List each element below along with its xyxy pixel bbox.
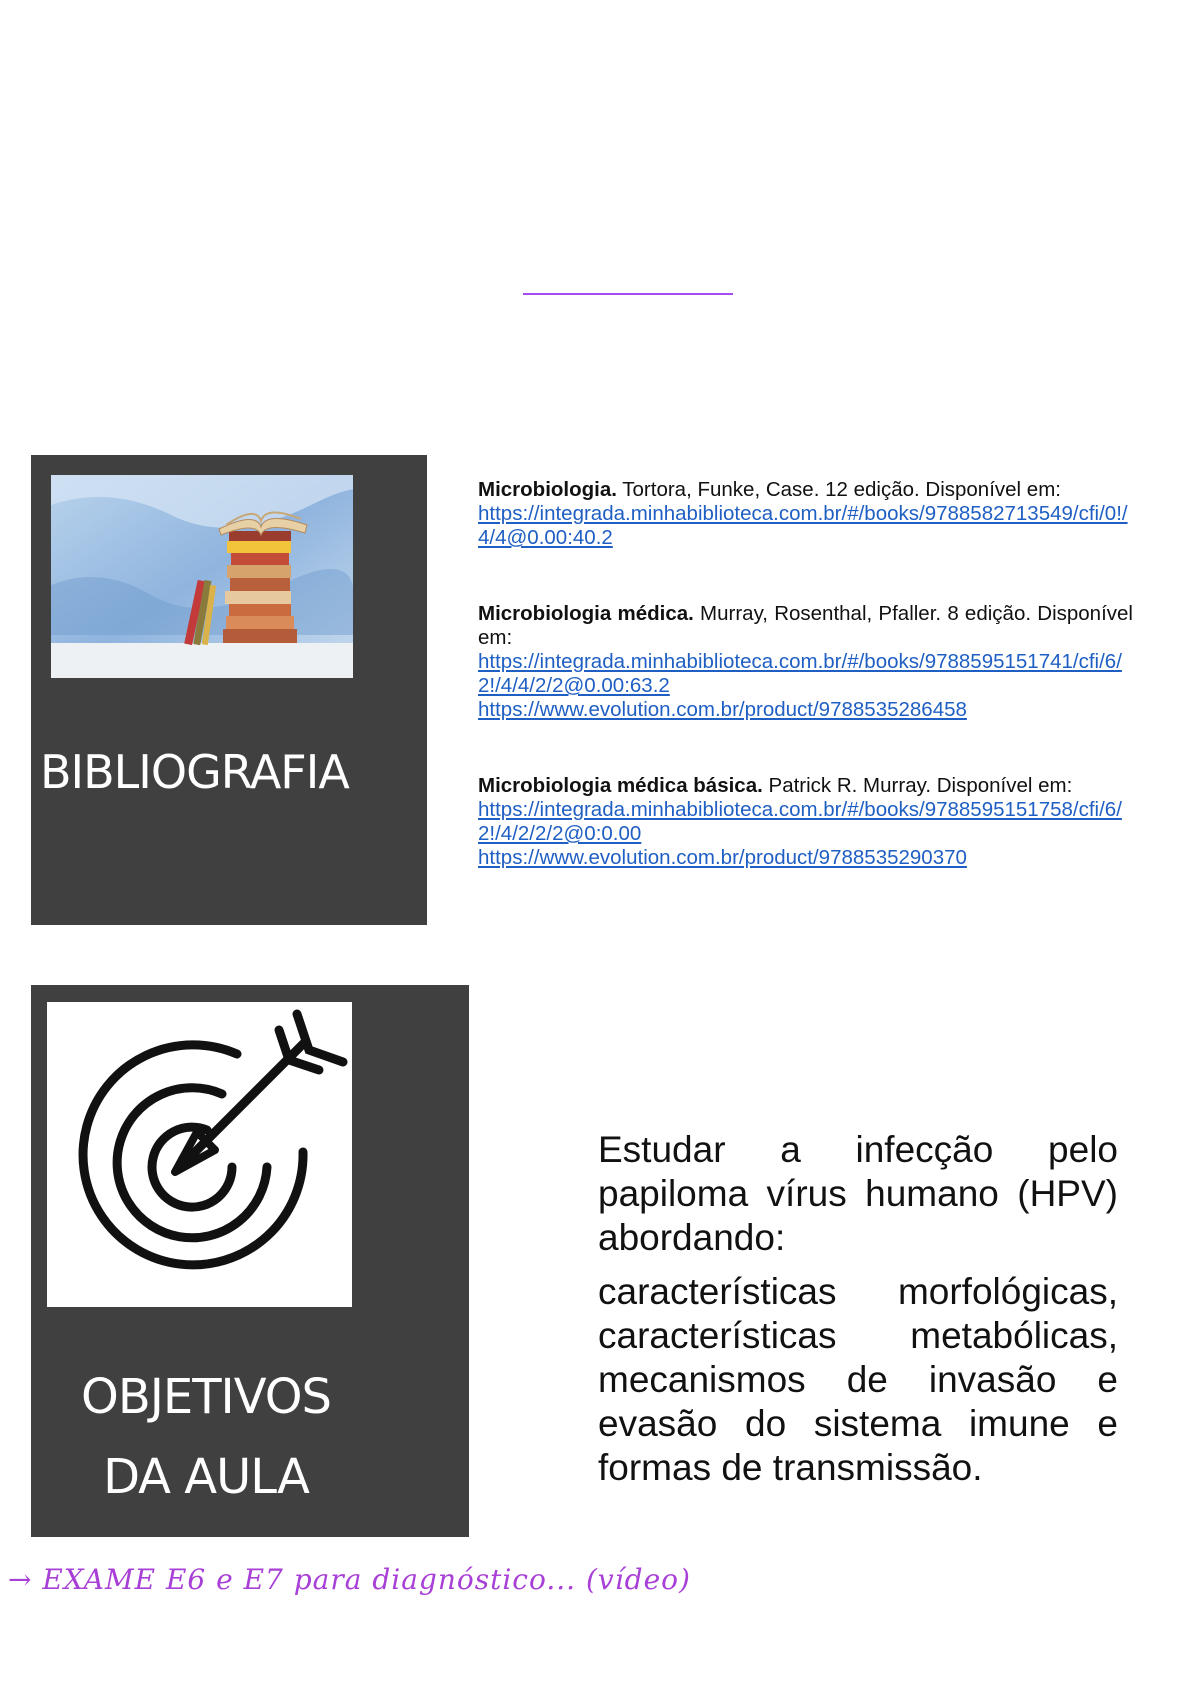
reference-item bbox=[478, 774, 1133, 870]
reference-item bbox=[478, 478, 1133, 550]
reference-details: Murray, Rosenthal, Pfaller. 8 edição. Disponível em: bbox=[478, 602, 1133, 649]
target-arrow-icon bbox=[47, 1002, 352, 1307]
reference-link[interactable]: https://integrada.minhabiblioteca.com.br/#/books/9788595151741/cfi/6/2!/4/4/2/2@0.00:63.2 bbox=[478, 650, 1122, 697]
bibliography-title: BIBLIOGRAFIA bbox=[40, 745, 349, 799]
reference-title: Microbiologia médica. bbox=[478, 602, 694, 625]
objectives-text bbox=[598, 1128, 1118, 1500]
reference-title: Microbiologia médica básica. bbox=[478, 774, 763, 797]
books-photo bbox=[51, 475, 353, 678]
reference-details: Tortora, Funke, Case. 12 edição. Disponível em: bbox=[622, 478, 1061, 501]
objectives-paragraph: características morfológicas, características metabólicas, mecanismos de invasão e evasão do sistema imune e formas de transmissão. bbox=[598, 1271, 1118, 1488]
handwritten-note: → EXAME E6 e E7 para diagnóstico... (vídeo) bbox=[8, 1563, 691, 1596]
objectives-paragraph: Estudar a infecção pelo papiloma vírus humano (HPV) abordando: bbox=[598, 1129, 1118, 1258]
reference-item bbox=[478, 602, 1133, 722]
references-list bbox=[478, 478, 1133, 922]
objectives-panel bbox=[31, 985, 469, 1537]
reference-details: Patrick R. Murray. Disponível em: bbox=[768, 774, 1073, 797]
reference-link[interactable]: https://www.evolution.com.br/product/9788535286458 bbox=[478, 698, 967, 721]
reference-link[interactable]: https://www.evolution.com.br/product/9788535290370 bbox=[478, 846, 967, 869]
objectives-title: OBJETIVOS DA AULA bbox=[81, 1369, 331, 1505]
reference-link[interactable]: https://integrada.minhabiblioteca.com.br/#/books/9788582713549/cfi/0!/4/4@0.00:40.2 bbox=[478, 502, 1128, 549]
bibliography-panel bbox=[31, 455, 427, 925]
top-divider-line bbox=[523, 293, 733, 295]
reference-title: Microbiologia. bbox=[478, 478, 617, 501]
reference-link[interactable]: https://integrada.minhabiblioteca.com.br/#/books/9788595151758/cfi/6/2!/4/2/2/2@0:0.00 bbox=[478, 798, 1122, 845]
